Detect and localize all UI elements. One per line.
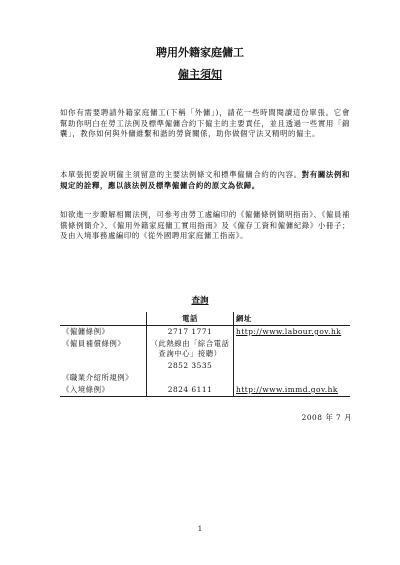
ordinance-name (60, 360, 147, 372)
website-cell (234, 372, 351, 384)
enquiry-section-title: 查詢 (191, 296, 209, 306)
website-link-text[interactable]: http://www.immd.gov.hk (236, 385, 338, 394)
table-row (60, 360, 350, 372)
phone-number (147, 372, 234, 384)
publication-date: 2008 年 7 月 (301, 413, 352, 422)
enquiry-table (60, 312, 350, 397)
table-row (60, 372, 350, 384)
scope-emphasis: 對有關法例和規定的詮釋，應以該法例及標準僱傭合約的原文為依歸。 (60, 170, 350, 190)
website-cell (234, 338, 351, 360)
table-header-row (60, 312, 350, 326)
scope-paragraph (60, 170, 350, 191)
ordinance-name: 《入境條例》 (60, 384, 147, 397)
document-subtitle: 僱主須知 (178, 68, 222, 81)
website-link[interactable] (234, 326, 351, 339)
phone-number: 2852 3535 (147, 360, 234, 372)
header-phone: 電話 (147, 312, 234, 326)
table-row (60, 326, 350, 339)
header-website: 網址 (234, 312, 351, 326)
header-blank (60, 312, 147, 326)
intro-paragraph: 如你有需要聘請外籍家庭傭工(下稱「外傭」)，請花一些時間閱讀這份單張。它會幫助你明白在勞工法例及標準僱傭合約下僱主的主要責任，並且透過一些實用「錦囊」，教你如何與外傭維繫和諧的勞資關係，助你做個守法又精明的僱主。 (60, 108, 350, 138)
phone-number: 2824 6111 (147, 384, 234, 397)
ordinance-name: 《職業介紹所規例》 (62, 373, 134, 382)
ordinance-name: 《僱傭條例》 (62, 327, 110, 336)
phone-number: 2717 1771 (147, 326, 234, 339)
reference-paragraph: 如欲進一步瞭解相關法例，可參考由勞工處編印的《僱傭條例簡明指南》、《僱員補償條例簡介》、《僱用外籍家庭傭工實用指南》及《僱存工資和僱傭紀錄》小冊子；及由入境事務處編印的《從外國聘用家庭傭工指南》。 (60, 210, 350, 240)
website-link-text[interactable]: http://www.labour.gov.hk (236, 327, 342, 336)
website-link[interactable] (234, 384, 351, 397)
table-row (60, 338, 350, 360)
page-number: 1 (197, 525, 203, 533)
phone-note: （此熱線由「綜合電話查詢中心」接聽） (147, 338, 234, 360)
table-row (60, 384, 350, 397)
scope-text: 本單張扼要說明僱主須留意的主要法例條文和標準僱傭合約的內容。 (60, 170, 302, 179)
document-title: 聘用外籍家庭傭工 (156, 46, 244, 59)
ordinance-name: 《僱員補償條例》 (62, 339, 126, 348)
website-cell (234, 360, 351, 372)
